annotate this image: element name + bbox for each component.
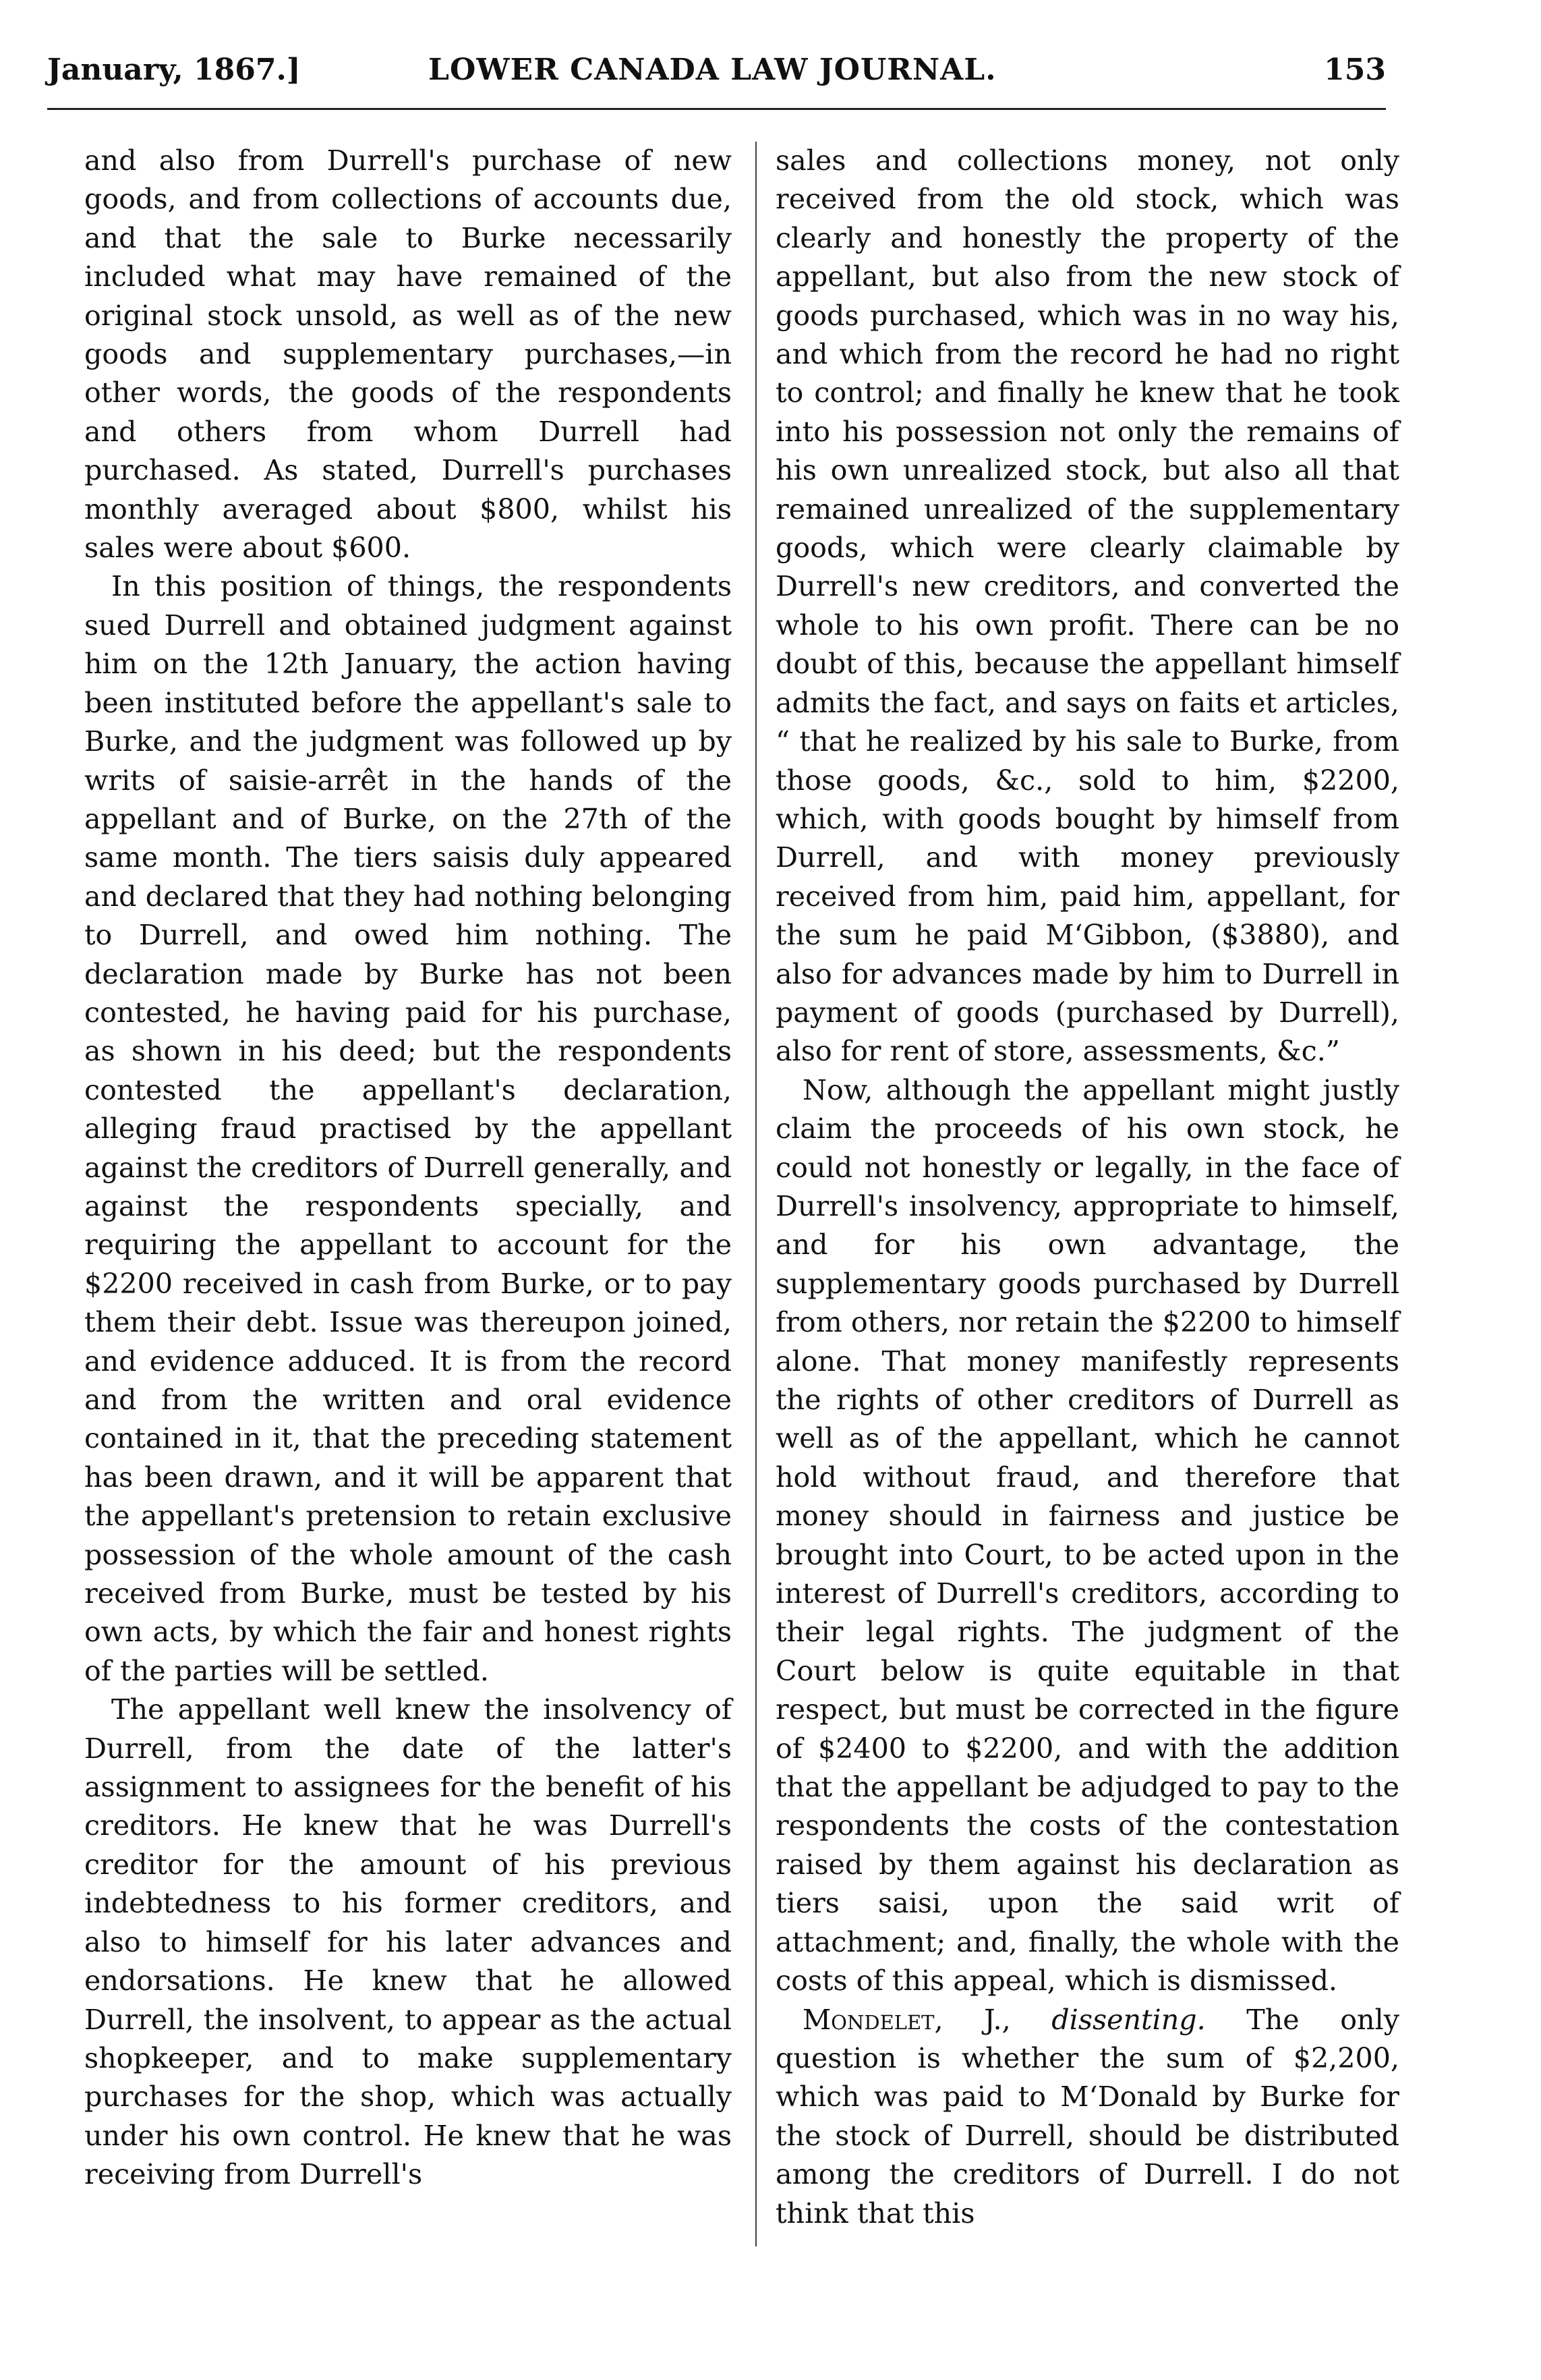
dissent-text: The only question is whether the sum of $2,200, which was paid to M‘Donald by Burke for the stock of Durrell, should be distributed among the creditors of Durrell. I do not think that this [776, 2003, 1400, 2230]
paragraph: The appellant well knew the insolvency of Durrell, from the date of the latter's assignment to assignees for the benefit of his creditors. He knew that he was Durrell's creditor for the amount of his previous indebtedness to his former creditors, and also to himself for his later advances and endorsations. He knew that he allowed Durrell, the insolvent, to appear as the actual shopkeeper, and to make supplementary purchases for the shop, which was actually under his own control. He knew that he was receiving from Durrell's [84, 1693, 732, 2191]
header-rule [47, 108, 1386, 110]
left-column [84, 142, 732, 2194]
header-date: January, 1867.] [47, 53, 301, 87]
judge-name: Mondelet, J., [803, 2003, 1011, 2036]
paragraph: and also from Durrell's purchase of new goods, and from collections of accounts due, and that the sale to Burke necessarily included what may have remained of the original stock unsold, as well as of the new goods and supplementary purchases,—in other words, the goods of the respondents and others from whom Durrell had purchased. As stated, Durrell's purchases monthly averaged about $800, whilst his sales were about $600. [84, 144, 732, 565]
column-divider [755, 142, 757, 2246]
paragraph: Now, although the appellant might justly claim the proceeds of his own stock, he could not honestly or legally, in the face of Durrell's insolvency, appropriate to himself, and for his own advantage, the supplementary goods purchased by Durrell from others, nor retain the $2200 to himself alone. That money manifestly represents the rights of other creditors of Durrell as well as of the appellant, which he cannot hold without fraud, and therefore that money should in fairness and justice be brought into Court, to be acted upon in the interest of Durrell's creditors, according to their legal rights. The judgment of the Court below is quite equitable in that respect, but must be corrected in the figure of $2400 to $2200, and with the addition that the appellant be adjudged to pay to the respondents the costs of the contestation raised by them against his declaration as tiers saisi, upon the said writ of attachment; and, finally, the whole with the costs of this appeal, which is dismissed. [776, 1073, 1399, 1998]
paragraph-dissent [776, 2001, 1399, 2233]
running-header [47, 46, 1386, 93]
page-number: 153 [1324, 53, 1386, 87]
right-column [776, 142, 1399, 2233]
paragraph: In this position of things, the respondents sued Durrell and obtained judgment against him on the 12th January, the action having been instituted before the appellant's sale to Burke, and the judgment was followed up by writs of saisie-arrêt in the hands of the appellant and of Burke, on the 27th of the same month. The tiers saisis duly appeared and declared that they had nothing belonging to Durrell, and owed him nothing. The declaration made by Burke has not been contested, he having paid for his purchase, as shown in his deed; but the respondents contested the appellant's declaration, alleging fraud practised by the appellant against the creditors of Durrell generally, and against the respondents specially, and requiring the appellant to account for the $2200 received in cash from Burke, or to pay them their debt. Issue was thereupon joined, and evidence adduced. It is from the record and from the written and oral evidence contained in it, that the preceding statement has been drawn, and it will be apparent that the appellant's pretension to retain exclusive possession of the whole amount of the cash received from Burke, must be tested by his own acts, by which the fair and honest rights of the parties will be settled. [84, 570, 732, 1687]
paragraph: sales and collections money, not only received from the old stock, which was clearly and honestly the property of the appellant, but also from the new stock of goods purchased, which was in no way his, and which from the record he had no right to control; and finally he knew that he took into his possession not only the remains of his own unrealized stock, but also all that remained unrealized of the supplementary goods, which were clearly claimable by Durrell's new creditors, and converted the whole to his own profit. There can be no doubt of this, because the appellant himself admits the fact, and says on faits et articles, “ that he realized by his sale to Burke, from those goods, &c., sold to him, $2200, which, with goods bought by himself from Durrell, and with money previously received from him, paid him, appellant, for the sum he paid M‘Gibbon, ($3880), and also for advances made by him to Durrell in payment of goods (purchased by Durrell), also for rent of store, assessments, &c.” [776, 144, 1399, 1068]
header-title: LOWER CANADA LAW JOURNAL. [428, 53, 997, 87]
judge-role: dissenting. [1051, 2003, 1206, 2036]
